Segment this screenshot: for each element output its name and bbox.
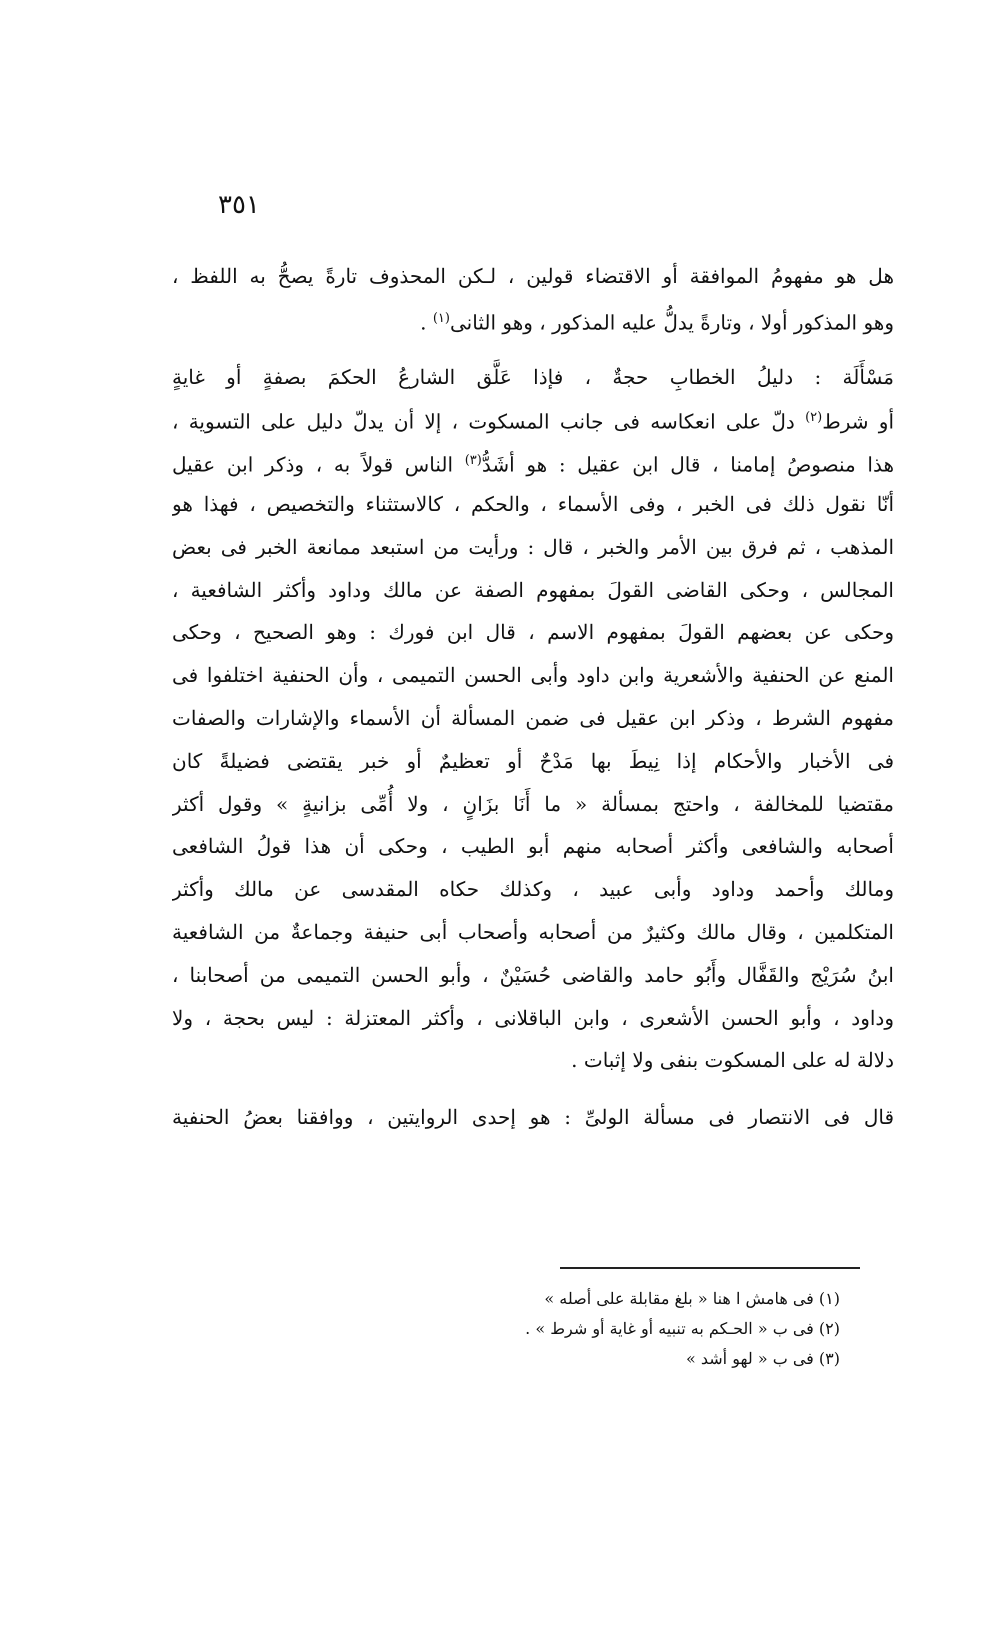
footnote: (٢) فى ب « الحـكم به تنبيه أو غاية أو شرط » . bbox=[525, 1319, 840, 1338]
text-line bbox=[172, 740, 894, 783]
text-line bbox=[172, 440, 894, 483]
line-text: قال فى الانتصار فى مسألة الولىِّ : هو إحدى الروايتين ، ووافقنا بعضُ الحنفية bbox=[172, 1105, 894, 1130]
line-text: المنع عن الحنفية والأشعرية وابن داود وأبى الحسن التميمى ، وأن الحنفية اختلفوا فى bbox=[172, 663, 894, 688]
line-text: دلّ على انعكاسه فى جانب المسكوت ، إلا أن يدلّ دليل على التسوية ، bbox=[172, 410, 795, 435]
paragraph-gap bbox=[172, 1082, 894, 1096]
text-line bbox=[172, 697, 894, 740]
footnote: (٣) فى ب « لهو أشد » bbox=[686, 1349, 840, 1368]
text-line bbox=[172, 569, 894, 612]
main-text bbox=[172, 255, 894, 1139]
text-line bbox=[172, 1039, 894, 1082]
text-line bbox=[172, 526, 894, 569]
line-text: المذهب ، ثم فرق بين الأمر والخبر ، قال : ورأيت من استبعد ممانعة الخبر فى بعض bbox=[172, 534, 894, 559]
text-line bbox=[172, 483, 894, 526]
text-line bbox=[172, 355, 894, 398]
text-line bbox=[172, 611, 894, 654]
line-text: وهو المذكور أولا ، وتارةً يدلُّ عليه المذكور ، وهو الثانى bbox=[449, 310, 894, 335]
text-line bbox=[172, 954, 894, 997]
line-text: أنّا نقول ذلك فى الخبر ، وفى الأسماء ، والحكم ، كالاستثناء والتخصيص ، فهذا هو bbox=[172, 491, 894, 516]
paragraph-gap bbox=[172, 341, 894, 355]
line-text: مَسْأَلَة : دليلُ الخطابِ حجةٌ ، فإذا عَلَّق الشارعُ الحكمَ بصفةٍ أو غايةٍ bbox=[172, 364, 894, 389]
line-text: مفهوم الشرط ، وذكر ابن عقيل فى ضمن المسألة أن الأسماء والإشارات والصفات bbox=[172, 705, 894, 730]
page-number: ٣٥١ bbox=[218, 190, 260, 220]
text-line: وهو المذكور أولا ، وتارةً يدلُّ عليه المذكور ، وهو الثانى$^{(١)}$ . bbox=[420, 310, 894, 335]
text-line bbox=[172, 997, 894, 1040]
text-line bbox=[172, 1096, 894, 1139]
line-text: المتكلمين ، وقال مالك وكثيرٌ من أصحابه وأصحاب أبى حنيفة وجماعةٌ من الشافعية bbox=[172, 919, 894, 944]
line-text: أصحابه والشافعى وأكثر أصحابه منهم أبو الطيب ، وحكى أن هذا قولُ الشافعى bbox=[172, 834, 894, 859]
footnote-mark: (٣) bbox=[464, 453, 482, 469]
line-text: هل هو مفهومُ الموافقة أو الاقتضاء قولين ، لـكن المحذوف تارةً يصحُّ به اللفظ ، bbox=[172, 264, 894, 288]
line-text: الناس قولاً به ، وذكر ابن عقيل bbox=[172, 452, 454, 477]
line-text: وحكى عن بعضهم القولَ بمفهوم الاسم ، قال ابن فورك : وهو الصحيح ، وحكى bbox=[172, 620, 894, 645]
text-line bbox=[172, 825, 894, 868]
text-line bbox=[172, 868, 894, 911]
text-line bbox=[172, 911, 894, 954]
line-text: دلالة له على المسكوت بنفى ولا إثبات . bbox=[571, 1048, 894, 1073]
footnote: (١) فى هامش ا هنا « بلغ مقابلة على أصله » bbox=[544, 1289, 840, 1308]
footnote-mark: (١) bbox=[432, 310, 450, 326]
text-line bbox=[172, 783, 894, 826]
footnotes bbox=[440, 1284, 840, 1374]
line-text: المجالس ، وحكى القاضى القولَ بمفهوم الصفة عن مالك وداود وأكثر الشافعية ، bbox=[172, 577, 894, 602]
line-text: أو شرط bbox=[822, 410, 894, 435]
line-text: ابنُ سُرَيْج والقَفَّال وأَبُو حامد والقاضى حُسَيْنٌ ، وأبو الحسن التميمى من أصحابنا ، bbox=[172, 962, 894, 987]
line-text: وداود ، وأبو الحسن الأشعرى ، وابن الباقلانى ، وأكثر المعتزلة : ليس بحجة ، ولا bbox=[172, 1005, 894, 1030]
footnote-divider bbox=[560, 1267, 860, 1269]
line-text: فى الأخبار والأحكام إذا نِيطَ بها مَدْحٌ أو تعظيمٌ أو خبر يقتضى فضيلةً كان bbox=[172, 748, 894, 773]
text-line bbox=[172, 397, 894, 440]
line-text: ومالك وأحمد وداود وأبى عبيد ، وكذلك حكاه المقدسى عن مالك وأكثر bbox=[172, 877, 894, 902]
line-text: مقتضيا للمخالفة ، واحتج بمسألة « ما أَنَا بزَانٍ ، ولا أُمِّى بزانيةٍ » وقول أكثر bbox=[172, 791, 894, 816]
line-text: هذا منصوصُ إمامنا ، قال ابن عقيل : هو أشَدُّ bbox=[481, 452, 894, 477]
text-line bbox=[172, 654, 894, 697]
text-line bbox=[172, 255, 894, 298]
footnote-mark: (٢) bbox=[805, 410, 823, 426]
